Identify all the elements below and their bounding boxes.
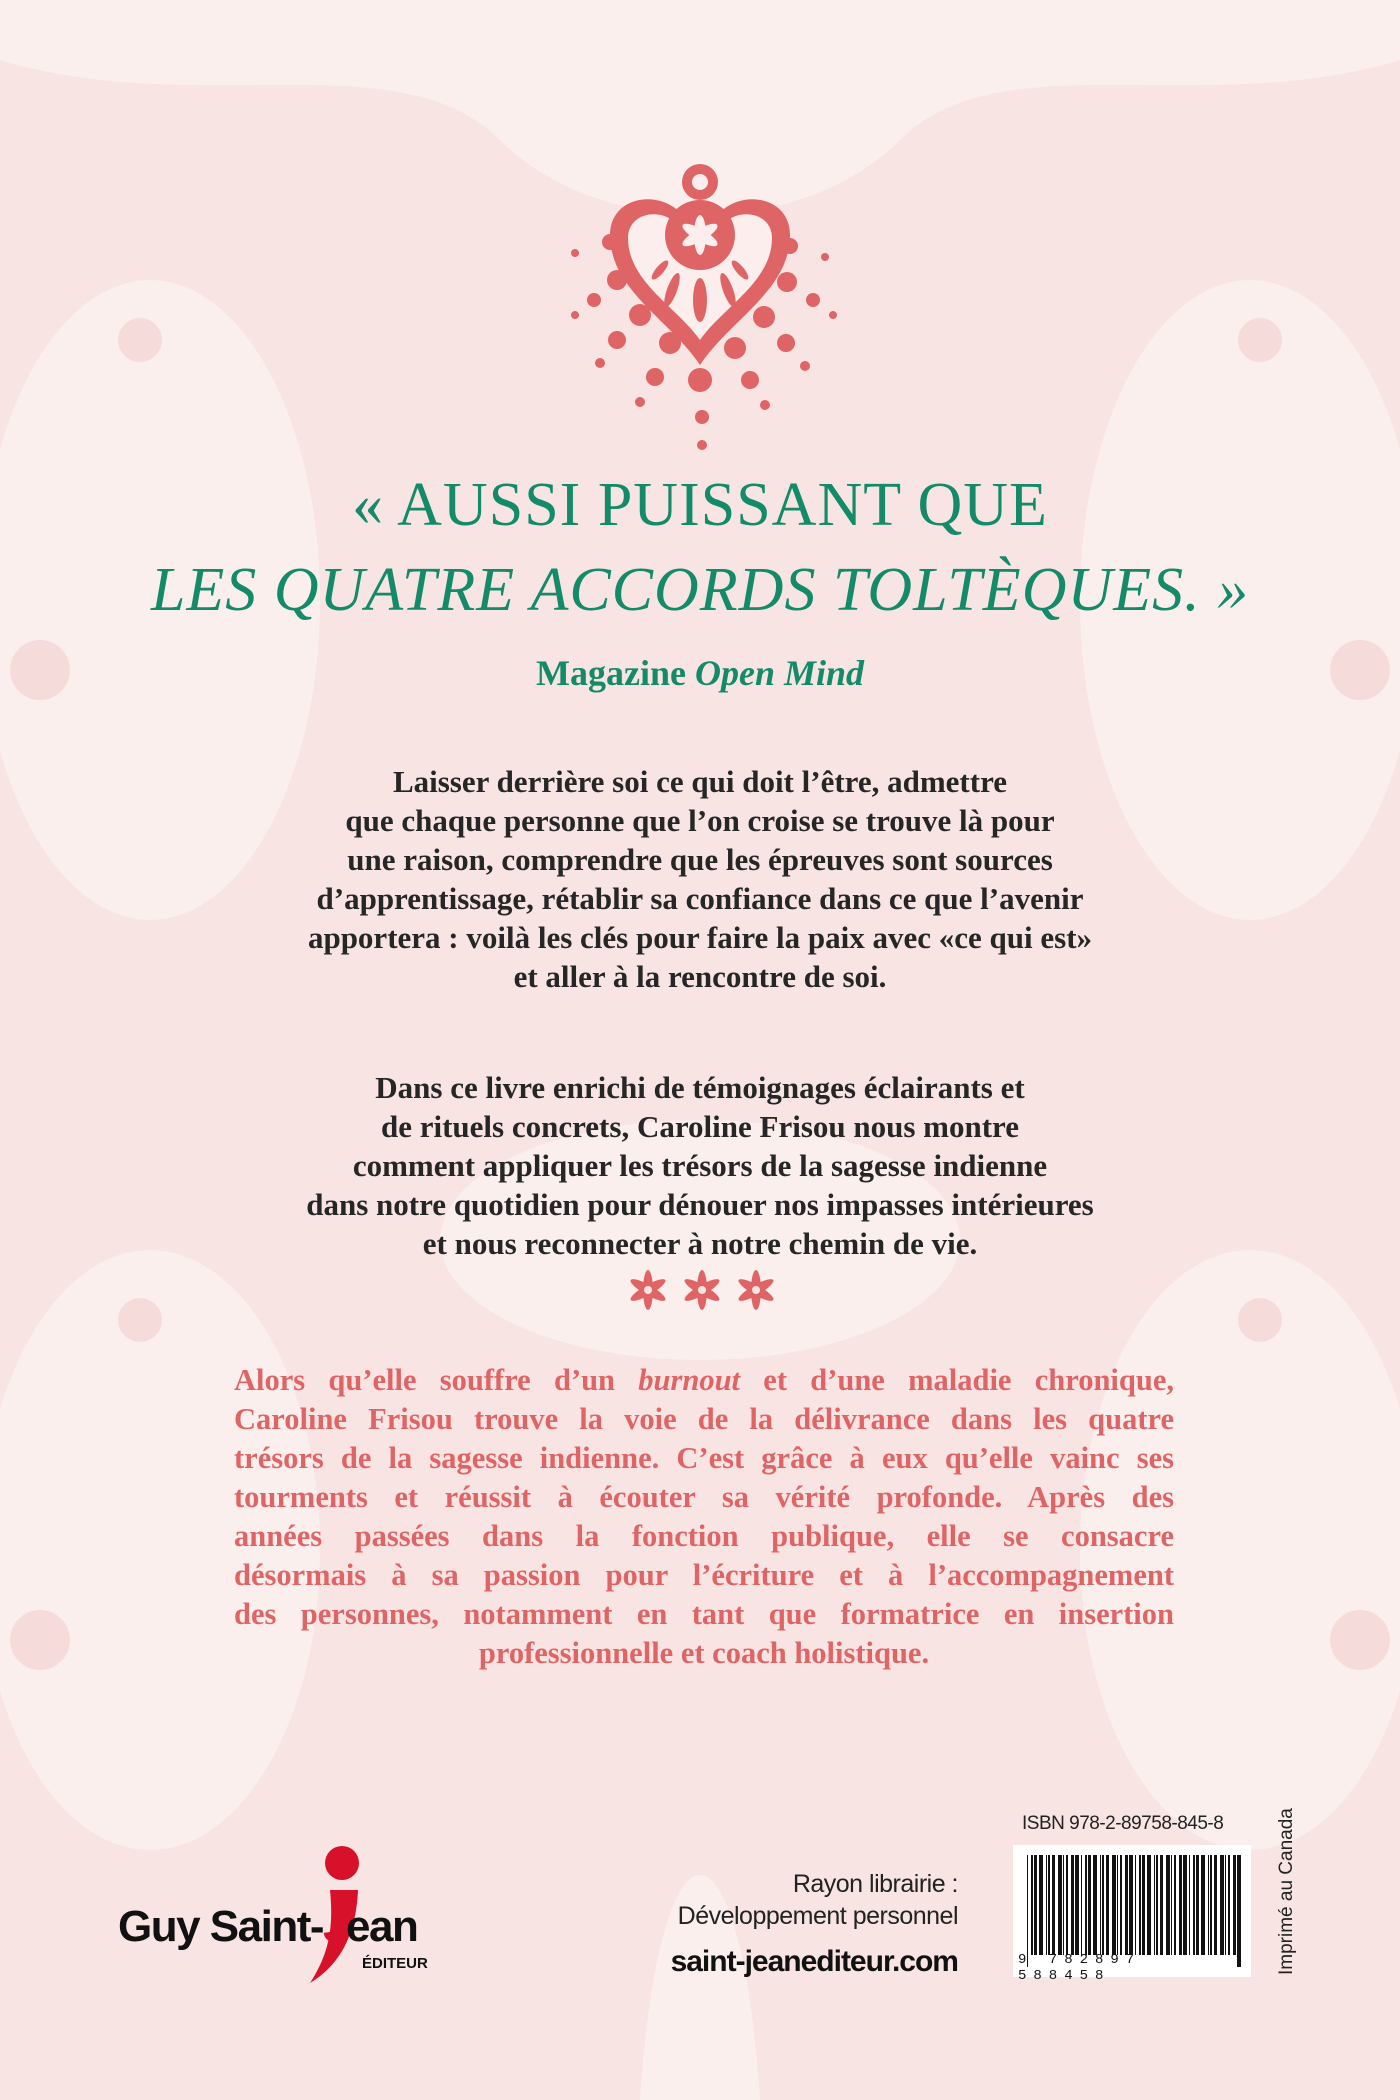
text-line: et aller à la rencontre de soi. bbox=[513, 959, 887, 994]
barcode-bar bbox=[1088, 1855, 1091, 1955]
publisher-logo bbox=[118, 1902, 417, 1952]
flower-separator-icon bbox=[622, 1265, 782, 1315]
barcode-bar bbox=[1233, 1855, 1236, 1955]
barcode-bar bbox=[1174, 1855, 1176, 1955]
text-line bbox=[234, 1361, 1174, 1400]
printed-in: Imprimé au Canada bbox=[1276, 1808, 1297, 1975]
barcode-bar bbox=[1189, 1855, 1190, 1955]
barcode-bar bbox=[1156, 1855, 1158, 1955]
text-line: trésors de la sagesse indienne. C’est grâce à eux qu’elle vainc ses bbox=[234, 1441, 1174, 1475]
heart-ornament-icon bbox=[560, 160, 840, 450]
quote-line-2: LES QUATRE ACCORDS TOLTÈQUES. » bbox=[150, 556, 1250, 624]
barcode-bar bbox=[1135, 1855, 1136, 1955]
text-line: désormais à sa passion pour l’écriture et à l’accompagnement bbox=[234, 1558, 1174, 1592]
barcode-bar bbox=[1129, 1855, 1133, 1955]
shelf-category: Développement personnel bbox=[677, 1902, 958, 1930]
publisher-name-tail: ean bbox=[346, 1902, 418, 1951]
text-line: apportera : voilà les clés pour faire la paix avec «ce qui est» bbox=[307, 920, 1093, 955]
barcode-bar bbox=[1046, 1855, 1047, 1955]
text-line bbox=[234, 1400, 1174, 1439]
text-line: professionnelle et coach holistique. bbox=[478, 1636, 930, 1670]
text-segment-italic: burnout bbox=[638, 1363, 741, 1397]
isbn: ISBN 978-2-89758-845-8 bbox=[1022, 1813, 1224, 1834]
barcode-bar bbox=[1063, 1855, 1064, 1955]
text-line: tourments et réussit à écouter sa vérité profonde. Après des bbox=[234, 1480, 1174, 1514]
website-link[interactable]: saint-jeanediteur.com bbox=[670, 1945, 958, 1978]
barcode-bar bbox=[1139, 1855, 1141, 1955]
barcode-bar bbox=[1085, 1855, 1087, 1955]
description-paragraph-2 bbox=[200, 1068, 1200, 1263]
barcode-bar bbox=[1147, 1855, 1151, 1955]
author-bio bbox=[234, 1361, 1174, 1673]
text-line: années passées dans la fonction publique, elle se consacre bbox=[234, 1519, 1174, 1553]
barcode-bar bbox=[1220, 1855, 1224, 1955]
text-segment: trouve la voie de la délivrance dans les quatre bbox=[452, 1402, 1174, 1436]
author-name: Caroline Frisou bbox=[234, 1402, 453, 1436]
barcode-bar bbox=[1193, 1855, 1195, 1955]
text-line: dans notre quotidien pour dénouer nos impasses intérieures bbox=[306, 1187, 1094, 1222]
barcode-bar bbox=[1081, 1855, 1082, 1955]
barcode-bar bbox=[1171, 1855, 1172, 1955]
barcode-bar bbox=[1225, 1855, 1226, 1955]
quote-source bbox=[0, 652, 1400, 694]
barcode-bar bbox=[1120, 1855, 1122, 1955]
barcode-bar bbox=[1100, 1855, 1101, 1955]
barcode-bar bbox=[1034, 1855, 1037, 1955]
text-line: d’apprentissage, rétablir sa confiance dans ce que l’avenir bbox=[316, 881, 1084, 916]
description-paragraph-1 bbox=[200, 762, 1200, 996]
barcode-bar bbox=[1125, 1855, 1128, 1955]
barcode-bar bbox=[1066, 1855, 1068, 1955]
barcode-bar bbox=[1052, 1855, 1055, 1955]
text-line: une raison, comprendre que les épreuves sont sources bbox=[347, 842, 1053, 877]
shelf-label: Rayon librairie : bbox=[792, 1870, 958, 1898]
publisher-subtitle: ÉDITEUR bbox=[362, 1955, 428, 1972]
barcode-bar bbox=[1214, 1855, 1217, 1955]
text-line: des personnes, notamment en tant que formatrice en insertion bbox=[234, 1597, 1174, 1631]
text-line: comment appliquer les trésors de la sagesse indienne bbox=[352, 1148, 1048, 1183]
publisher-name-head: Guy Saint- bbox=[118, 1902, 324, 1951]
barcode-bar bbox=[1075, 1855, 1079, 1955]
text-line: et nous reconnecter à notre chemin de vie. bbox=[422, 1226, 978, 1261]
barcode-bar bbox=[1160, 1855, 1163, 1955]
source-magazine-name: Open Mind bbox=[694, 653, 864, 693]
barcode-bar bbox=[1112, 1855, 1116, 1955]
barcode-bar bbox=[1196, 1855, 1199, 1955]
barcode-bar bbox=[1058, 1855, 1062, 1955]
barcode-bar bbox=[1208, 1855, 1209, 1955]
barcode-bar bbox=[1027, 1855, 1028, 1967]
barcode-bar bbox=[1166, 1855, 1170, 1955]
barcode-bar bbox=[1179, 1855, 1182, 1955]
barcode-bar bbox=[1031, 1855, 1033, 1955]
text-line: Dans ce livre enrichi de témoignages éclairants et bbox=[375, 1070, 1025, 1105]
text-line: Laisser derrière soi ce qui doit l’être, admettre bbox=[392, 764, 1008, 799]
barcode-bar bbox=[1117, 1855, 1118, 1955]
barcode-bar bbox=[1102, 1855, 1104, 1955]
barcode-bar bbox=[1210, 1855, 1212, 1955]
text-line: que chaque personne que l’on croise se trouve là pour bbox=[345, 803, 1055, 838]
barcode-digits: 9 782897 588458 bbox=[1018, 1952, 1142, 1984]
barcode-bar bbox=[1201, 1855, 1205, 1955]
barcode-bar bbox=[1183, 1855, 1187, 1955]
text-line: de rituels concrets, Caroline Frisou nous montre bbox=[380, 1109, 1020, 1144]
source-prefix: Magazine bbox=[536, 653, 695, 693]
text-segment: Alors qu’elle souffre d’un bbox=[234, 1363, 639, 1397]
barcode-bar bbox=[1154, 1855, 1155, 1955]
barcode-bar bbox=[1093, 1855, 1097, 1955]
barcode-bar bbox=[1106, 1855, 1109, 1955]
publisher-name-j: J bbox=[323, 1902, 347, 1951]
barcode-bar bbox=[1142, 1855, 1145, 1955]
barcode-bar bbox=[1039, 1855, 1043, 1955]
barcode-bar bbox=[1237, 1855, 1241, 1967]
barcode-bar bbox=[1228, 1855, 1230, 1955]
barcode-bar bbox=[1048, 1855, 1050, 1955]
barcode-bar bbox=[1071, 1855, 1074, 1955]
text-segment: et d’une maladie chronique, bbox=[740, 1363, 1174, 1397]
quote-line-1: « AUSSI PUISSANT QUE bbox=[352, 471, 1048, 539]
